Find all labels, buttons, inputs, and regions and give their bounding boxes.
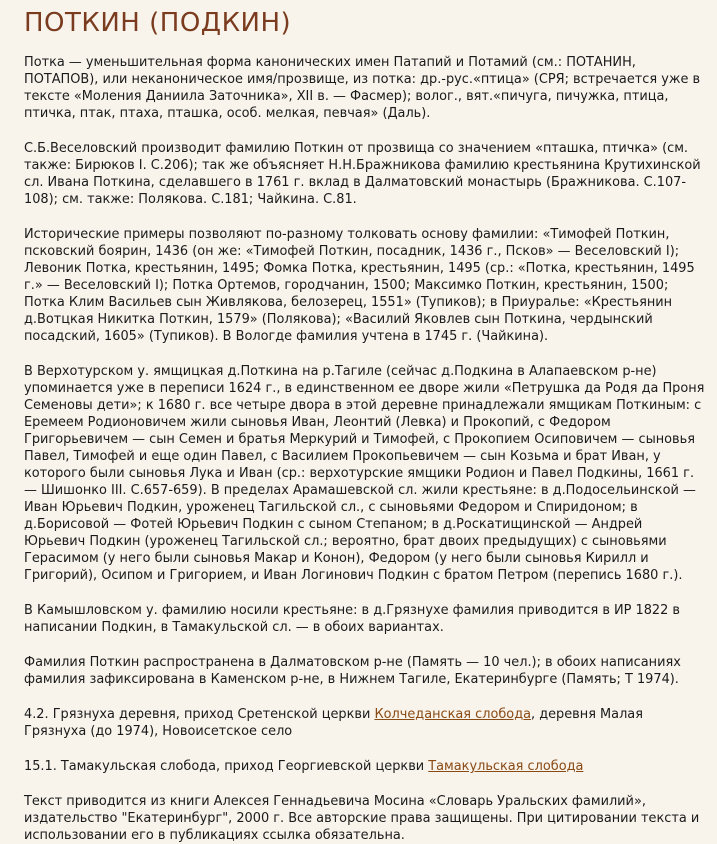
place-entry-prefix: 15.1. Тамакульская слобода, приход Георгиевской церкви <box>24 759 429 774</box>
paragraph-verkhoturye: В Верхотурском у. ямщицкая д.Поткина на р.Тагиле (сейчас д.Подкина в Алапаевском р-не) упоминается уже в переписи 1624 г., в единственном ее дворе жили «Петрушка да Родя да Проня Семеновы дети»; к 1680 г. все четыре двора в этой деревне принадлежали ямщикам Поткиным: с Еремеем Родионовичем жили сыновья Иван, Леонтий (Левка) и Прокопий, с Федором Григорьевичем — сын Семен и братья Меркурий и Тимофей, с Прокопием Осиповичем — сыновья Павел, Тимофей и еще один Павел, с Василием Прокопьевичем — сын Козьма и брат Иван, у которого были сыновья Лука и Иван (ср.: верхотурские ямщики Родион и Павел Подкины, 1661 г. — Шишонко III. С.657-659). В пределах Арамашевской сл. жили крестьяне: в д.Подосельинской — Иван Юрьевич Подкин, уроженец Тагильской сл., с сыновьями Федором и Спиридоном; в д.Борисовой — Фотей Юрьевич Подкин с сыном Степаном; в д.Роскатищинской — Андрей Юрьевич Подкин (уроженец Тагильской сл.; вероятно, брат двоих предыдущих) с сыновьями Герасимом (у него были сыновья Макар и Конон), Федором (у него были сыновья Кирилл и Григорий), Осипом и Григорием, и Иван Логинович Подкин с братом Петром (перепись 1680 г.). <box>24 364 705 583</box>
link-tamakulskaya-sloboda[interactable]: Тамакульская слобода <box>428 759 584 774</box>
paragraph-kamyshlov: В Камышловском у. фамилию носили крестьяне: в д.Грязнухе фамилия приводится в ИР 1822 в написании Подкин, в Тамакульской сл. — в обоих вариантах. <box>24 603 681 635</box>
link-kolchedanskaya-sloboda[interactable]: Колчеданская слобода <box>374 707 532 722</box>
paragraph-veselovsky: С.Б.Веселовский производит фамилию Поткин от прозвища со значением «пташка, птичка» (см. также: Бирюков I. С.206); так же объясняет Н.Н.Бражникова фамилию крестьянина Крутихинской сл. Ивана Поткина, сделавшего в 1761 г. вклад в Далматовский монастырь (Бражникова. С.107-108); см. также: Полякова. С.181; Чайкина. С.81. <box>24 141 701 207</box>
place-entry-gryaznukha <box>24 706 707 740</box>
paragraph-etymology: Потка — уменьшительная форма канонических имен Патапий и Потамий (см.: ПОТАНИН, ПОТАПОВ), или неканоническое имя/прозвище, из потка: др.-рус.«птица» (СРЯ; встречается уже в тексте «Моления Даниила Заточника», XII в. — Фасмер); волог., вят.«пичуга, пичужка, птица, птичка, птак, птаха, пташка, особ. мелкая, певчая» (Даль). <box>24 55 701 121</box>
place-entry-prefix: 4.2. Грязнуха деревня, приход Сретенской церкви <box>24 707 375 722</box>
page-title: ПОТКИН (ПОДКИН) <box>24 8 292 38</box>
copyright-notice: Текст приводится из книги Алексея Геннадьевича Мосина «Словарь Уральских фамилий», издательство "Екатеринбург", 2000 г. Все авторские права защищены. При цитировании текста и использовании его в публикациях ссылка обязательна. <box>24 794 700 843</box>
place-entry-suffix: , деревня Малая Грязнуха (до 1974), Новоисетское село <box>24 707 643 739</box>
paragraph-historical-examples: Исторические примеры позволяют по-разному толковать основу фамилии: «Тимофей Поткин, псковский боярин, 1436 (он же: «Тимофей Поткин, посадник, 1436 г., Псков» — Веселовский I); Левоник Потка, крестьянин, 1495; Фомка Потка, крестьянин, 1495 (ср.: «Потка, крестьянин, 1495 г.» — Веселовский I); Потка Ортемов, городчанин, 1500; Максимко Поткин, крестьянин, 1500; Потка Клим Васильев сын Живлякова, белозерец, 1551» (Тупиков); в Приуралье: «Крестьянин д.Вотцкая Никитка Поткин, 1579» (Полякова); «Василий Яковлев сын Поткина, чердынский посадский, 1605» (Тупиков). В Вологде фамилия учтена в 1745 г. (Чайкина). <box>24 227 695 344</box>
place-entry-tamakul <box>24 758 707 775</box>
paragraph-distribution: Фамилия Поткин распространена в Далматовском р-не (Память — 10 чел.); в обоих написаниях фамилия зафиксирована в Каменском р-не, в Нижнем Тагиле, Екатеринбурге (Память; Т 1974). <box>24 655 681 687</box>
